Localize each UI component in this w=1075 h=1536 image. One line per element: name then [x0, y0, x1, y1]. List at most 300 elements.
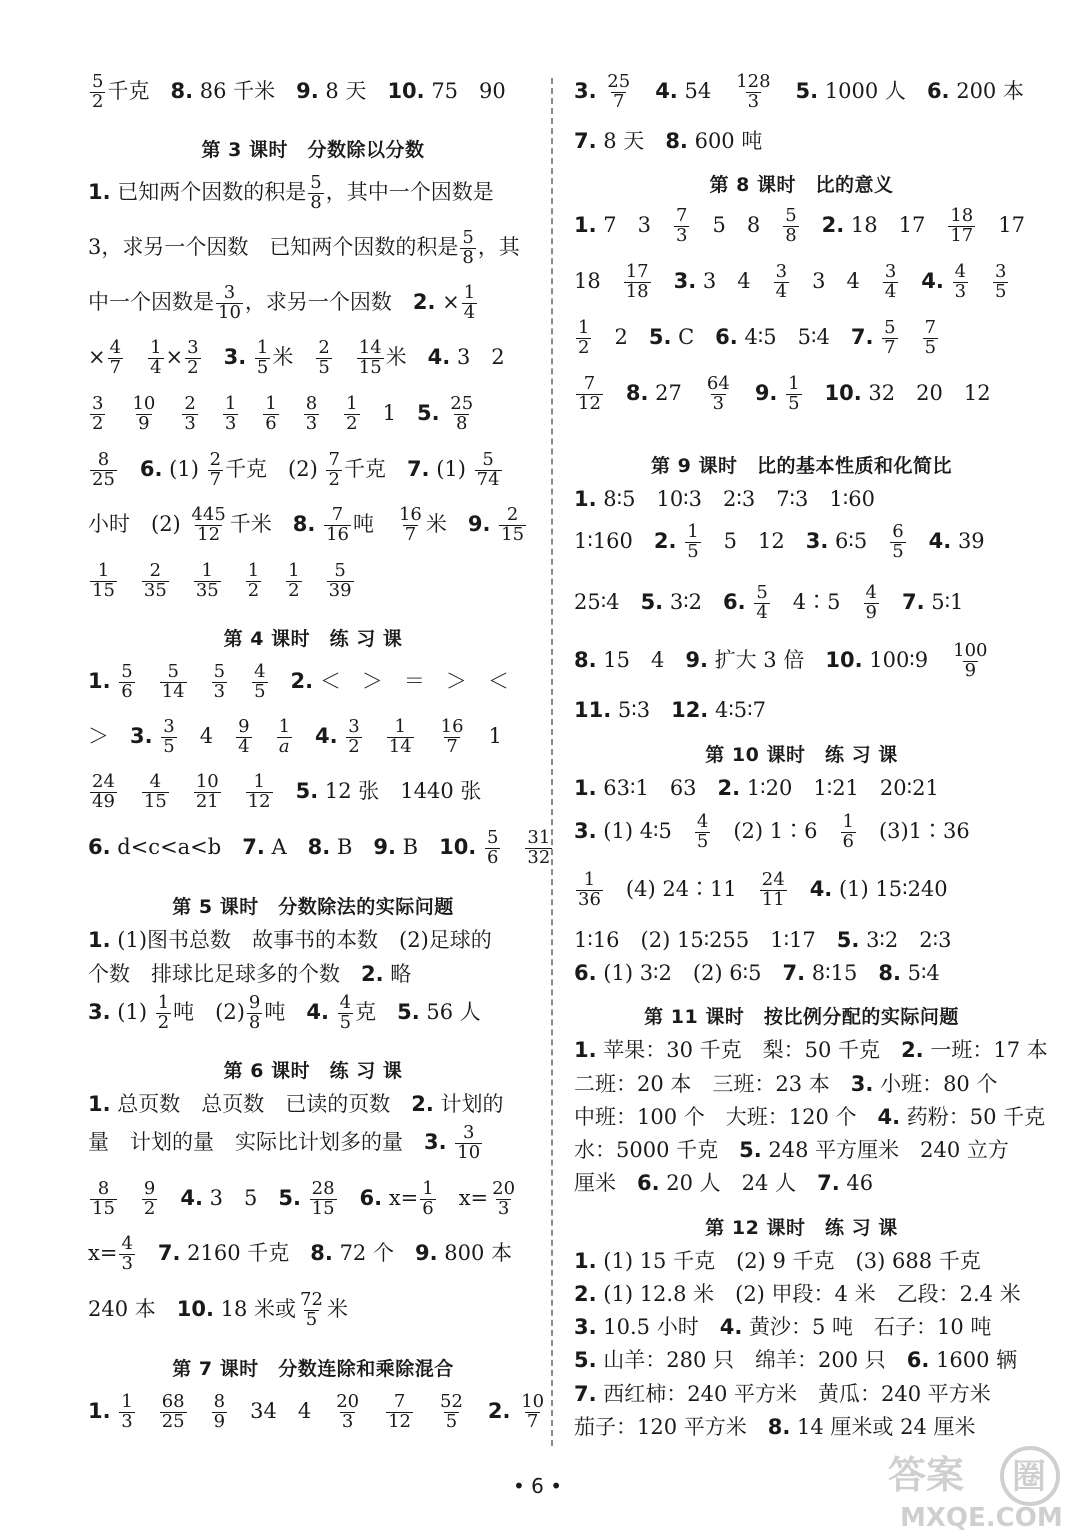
fraction-denominator: 15 — [501, 523, 525, 545]
fraction-denominator: 9 — [964, 659, 977, 681]
answer-text — [203, 345, 224, 369]
question-number: 6. — [926, 78, 950, 103]
fraction-numerator: 10 — [521, 1391, 545, 1412]
answer-text: 14 厘米或 24 厘米 — [790, 1415, 976, 1439]
fraction-denominator: 11 — [761, 888, 785, 910]
answer-line — [574, 375, 991, 414]
question-number: 6. — [637, 1171, 660, 1195]
fraction — [576, 871, 603, 910]
fraction-denominator: 8 — [456, 412, 468, 434]
answer-text — [970, 269, 991, 293]
fraction-numerator: 72 — [300, 1289, 323, 1310]
fraction — [185, 339, 200, 378]
question-number: 4. — [180, 1185, 203, 1210]
answer-text — [281, 401, 302, 425]
answer-text: 46 — [839, 1171, 874, 1195]
fraction-denominator: 5 — [687, 540, 699, 562]
fraction-denominator: 15 — [358, 356, 382, 378]
answer-text — [334, 345, 355, 369]
answer-text: (1) 4∶5 — [596, 818, 693, 843]
fraction-denominator: 5 — [305, 1308, 318, 1330]
answer-text — [119, 568, 140, 592]
fraction-numerator: 1 — [265, 393, 277, 414]
question-number: 10. — [387, 78, 425, 103]
fraction-denominator: 74 — [476, 468, 500, 490]
fraction — [277, 718, 292, 757]
question-number: 1. — [88, 1092, 111, 1116]
answer-text: 扩大 3 倍 — [707, 647, 826, 672]
answer-text: 1 — [467, 723, 502, 748]
fraction-denominator: 8 — [785, 224, 797, 246]
answer-line — [88, 994, 481, 1033]
fraction-numerator: 8 — [305, 393, 318, 414]
answer-line — [88, 718, 502, 757]
fraction — [948, 207, 975, 246]
fraction-denominator: 15 — [92, 579, 115, 601]
answer-text: 5 12 — [702, 528, 806, 553]
fraction-denominator: 2 — [247, 579, 260, 601]
answer-text — [881, 590, 902, 614]
fraction — [397, 506, 424, 545]
answer-text: 8∶5 10∶3 2∶3 7∶3 1∶60 — [596, 487, 875, 511]
fraction — [455, 1124, 482, 1163]
question-number: 2. — [717, 776, 741, 800]
fraction — [490, 1180, 517, 1219]
fraction — [90, 773, 117, 812]
answer-text: 3 4 — [791, 268, 881, 293]
fraction-numerator: 4 — [254, 661, 266, 682]
fraction — [357, 339, 384, 378]
answer-text — [364, 724, 385, 748]
answer-line — [574, 1040, 1048, 1061]
answer-line — [574, 1107, 1045, 1128]
question-number: 6. — [574, 961, 597, 985]
answer-text — [125, 345, 146, 369]
fraction-numerator: 5 — [756, 582, 768, 603]
answer-line — [574, 1350, 1017, 1371]
answer-text: 米 — [425, 511, 468, 536]
question-number: 5. — [295, 778, 319, 803]
answer-text: 黄沙：5 吨 石子：10 吨 — [742, 1315, 992, 1339]
answer-text: 3 4 — [696, 268, 772, 293]
answer-text: × — [435, 289, 460, 314]
answer-line — [574, 73, 1024, 112]
answer-line — [574, 930, 951, 951]
fraction-numerator: 5 — [486, 827, 499, 848]
answer-text: (1) 12.8 米 (2) 甲段：4 米 乙段：2.4 米 — [596, 1282, 1021, 1306]
fraction-numerator: 1 — [788, 373, 800, 394]
fraction-denominator: a — [278, 735, 290, 757]
answer-text — [777, 381, 784, 405]
lesson-heading: 第 3 课时 分数除以分数 — [201, 139, 425, 161]
fraction-denominator: 9 — [213, 1410, 226, 1432]
answer-line — [574, 1173, 873, 1194]
answer-line — [574, 871, 948, 910]
answer-line — [574, 1251, 981, 1272]
fraction — [212, 1393, 227, 1432]
fraction-denominator: 2 — [348, 735, 360, 757]
answer-text: 200 本 — [949, 78, 1024, 103]
fraction-denominator: 3 — [121, 1410, 133, 1432]
fraction-numerator: 5 — [167, 661, 179, 682]
fraction — [674, 207, 689, 246]
fraction-numerator: 9 — [238, 716, 250, 737]
fraction-numerator: 9 — [248, 992, 261, 1013]
fraction-numerator: 8 — [213, 1391, 226, 1412]
question-number: 9. — [467, 511, 491, 536]
fraction-denominator: 4 — [463, 301, 476, 323]
question-number: 8. — [310, 1240, 333, 1265]
question-number: 3. — [223, 344, 247, 369]
fraction-numerator: 1 — [842, 811, 854, 832]
question-number: 6. — [139, 456, 163, 481]
fraction-denominator: 36 — [578, 888, 601, 910]
answer-line — [574, 963, 940, 984]
fraction-numerator: 10 — [195, 771, 219, 792]
fraction-numerator: 31 — [527, 827, 551, 848]
fraction — [841, 813, 856, 852]
answer-line — [574, 263, 1010, 302]
fraction-denominator: 3 — [305, 412, 318, 434]
fraction — [890, 523, 905, 562]
question-number: 7. — [157, 1240, 181, 1265]
fraction — [119, 1235, 134, 1274]
fraction-numerator: 3 — [775, 261, 788, 282]
fraction-denominator: 5 — [924, 336, 937, 358]
fraction-numerator: 1 — [394, 716, 406, 737]
question-number: 3. — [88, 999, 111, 1024]
question-number: 3. — [574, 818, 597, 843]
fraction-numerator: 5 — [785, 205, 797, 226]
fraction — [90, 73, 105, 112]
question-number: 1. — [88, 179, 111, 204]
answer-text: 240 本 — [88, 1296, 177, 1321]
answer-text — [189, 1399, 210, 1423]
question-number: 2. — [574, 1282, 597, 1306]
fraction — [525, 829, 552, 868]
answer-line — [88, 395, 477, 434]
answer-text: 克 — [355, 999, 398, 1024]
fraction-numerator: 1 — [97, 560, 110, 581]
answer-text: 1600 辆 — [929, 1348, 1018, 1372]
answer-text: 72 个 — [332, 1240, 415, 1265]
question-number: 4. — [315, 723, 338, 748]
answer-line — [88, 1124, 484, 1163]
question-number: 6. — [359, 1185, 383, 1210]
answer-text — [275, 779, 296, 803]
fraction — [624, 263, 651, 302]
fraction — [734, 73, 772, 112]
fraction-denominator: 7 — [884, 336, 896, 358]
answer-text — [339, 1186, 360, 1210]
answer-text — [801, 213, 822, 237]
fraction-denominator: 15 — [311, 1197, 335, 1219]
fraction — [386, 1393, 413, 1432]
fraction-numerator: 1 — [422, 1178, 434, 1199]
answer-text: 2 — [593, 324, 649, 349]
answer-line — [88, 663, 509, 702]
fraction-numerator: 16 — [440, 716, 464, 737]
fraction-numerator: 4 — [149, 771, 162, 792]
answer-line — [88, 773, 481, 812]
question-number: 6. — [906, 1348, 930, 1372]
answer-text: 56 人 — [419, 999, 481, 1024]
question-number: 1. — [574, 776, 597, 800]
fraction — [460, 229, 475, 268]
fraction-denominator: 10 — [218, 301, 241, 323]
question-number: 8. — [767, 1415, 791, 1439]
fraction-numerator: 100 — [953, 640, 988, 661]
question-number: 9. — [296, 78, 319, 103]
fraction-denominator: 4 — [775, 280, 788, 302]
answer-text: 8 天 — [318, 78, 388, 103]
fraction-denominator: 14 — [161, 680, 185, 702]
answer-text: 75 90 — [424, 78, 506, 103]
answer-text: 32 20 12 — [861, 380, 991, 405]
fraction-numerator: 1 — [578, 317, 590, 338]
fraction — [576, 319, 591, 358]
fraction-denominator: 8 — [310, 191, 322, 213]
lesson-heading: 第 6 课时 练 习 课 — [223, 1060, 403, 1082]
fraction-numerator: 6 — [892, 521, 904, 542]
answer-line — [574, 131, 762, 152]
answer-line — [88, 829, 554, 868]
fraction-denominator: 25 — [92, 468, 115, 490]
answer-text: 248 平方厘米 240 立方 — [761, 1138, 1009, 1162]
answer-text: 二班：20 本 三班：23 本 — [574, 1072, 851, 1096]
answer-text — [653, 269, 674, 293]
answer-line — [574, 319, 940, 358]
question-number: 2. — [487, 1398, 511, 1423]
question-number: 1. — [574, 212, 597, 237]
fraction — [605, 73, 632, 112]
answer-text — [597, 79, 604, 103]
question-number: 5. — [417, 400, 440, 425]
answer-text: 4 — [178, 723, 235, 748]
fraction-numerator: 24 — [761, 869, 785, 890]
fraction-numerator: 4 — [865, 582, 877, 603]
fraction-numerator: 5 — [462, 227, 474, 248]
fraction-numerator: 1 — [583, 869, 596, 890]
fraction-numerator: 24 — [92, 771, 115, 792]
answer-text — [254, 724, 275, 748]
question-number: 4. — [655, 78, 678, 103]
question-number: 2. — [901, 1038, 924, 1062]
question-number: 3. — [673, 268, 697, 293]
answer-line — [574, 778, 939, 799]
question-number: 5. — [648, 324, 672, 349]
answer-text: 小班：80 个 — [873, 1072, 998, 1096]
answer-text — [677, 529, 684, 553]
answer-text — [789, 877, 810, 901]
answer-text: 8 天 — [596, 129, 666, 153]
question-number: 1. — [88, 928, 111, 952]
answer-text — [229, 669, 250, 693]
answer-text: 总页数 总页数 已读的页数 — [110, 1092, 412, 1116]
answer-text: (1) — [429, 456, 473, 481]
answer-text — [605, 381, 626, 405]
fraction-denominator: 2 — [346, 412, 358, 434]
answer-line — [574, 489, 875, 510]
answer-text: 600 吨 — [687, 129, 763, 153]
fraction-denominator: 16 — [326, 523, 349, 545]
answer-text — [321, 401, 342, 425]
answer-text: 63∶1 63 — [596, 776, 718, 800]
question-number: 4. — [928, 528, 952, 553]
answer-text: 10.5 小时 — [596, 1315, 720, 1339]
answer-text: 略 — [383, 962, 412, 986]
question-number: 11. — [574, 698, 612, 722]
answer-text: 米 — [272, 344, 315, 369]
answer-text — [294, 724, 315, 748]
fraction — [993, 263, 1008, 302]
answer-text: (4) 24∶11 — [604, 876, 758, 901]
question-number: 7. — [817, 1171, 840, 1195]
answer-line — [88, 1180, 519, 1219]
fraction — [142, 562, 169, 601]
fraction-numerator: 3 — [92, 393, 104, 414]
answer-text — [476, 835, 483, 859]
answer-text — [171, 779, 192, 803]
answer-text: (1) 15∶240 — [832, 876, 948, 901]
fraction-numerator: 64 — [706, 373, 730, 394]
answer-line — [574, 642, 992, 681]
answer-text — [270, 669, 291, 693]
fraction — [130, 395, 157, 434]
fraction-denominator: 4 — [238, 735, 250, 757]
watermark-logo — [880, 1442, 1065, 1532]
fraction — [216, 284, 243, 323]
answer-text — [304, 568, 325, 592]
fraction-numerator: 1 — [247, 560, 260, 581]
question-number: 9. — [754, 380, 778, 405]
lesson-heading: 第 8 课时 比的意义 — [709, 174, 894, 196]
fraction-numerator: 1 — [256, 337, 269, 358]
question-number: 4. — [719, 1315, 743, 1339]
answer-text: 吨 — [264, 999, 307, 1024]
fraction — [182, 395, 197, 434]
answer-text — [490, 512, 497, 536]
fraction-numerator: 1 — [150, 337, 162, 358]
answer-line — [88, 451, 504, 490]
question-number: 5. — [836, 928, 860, 952]
fraction — [263, 395, 278, 434]
fraction — [160, 1393, 187, 1432]
answer-text — [329, 1000, 336, 1024]
answer-text — [440, 401, 447, 425]
answer-text — [171, 568, 192, 592]
answer-text: 5 8 — [691, 212, 782, 237]
answer-text: 86 千米 — [193, 78, 297, 103]
answer-text: 12 张 1440 张 — [318, 778, 482, 803]
fraction-denominator: 5 — [696, 830, 709, 852]
lesson-heading: 第 4 课时 练 习 课 — [223, 628, 403, 650]
answer-text: (3)1∶36 — [857, 818, 970, 843]
answer-text: 药粉：50 千克 — [900, 1105, 1046, 1129]
question-number: 4. — [306, 999, 329, 1024]
answer-text — [159, 1186, 180, 1210]
question-number: 10. — [824, 380, 862, 405]
answer-text: 39 — [951, 528, 985, 553]
answer-text — [467, 1399, 488, 1423]
answer-line — [574, 1317, 991, 1338]
fraction-denominator: 3 — [341, 1410, 354, 1432]
fraction-numerator: 2 — [149, 560, 162, 581]
fraction — [475, 451, 502, 490]
fraction — [160, 663, 187, 702]
question-number: 12. — [671, 698, 709, 722]
fraction — [119, 663, 134, 702]
fraction-denominator: 12 — [388, 1410, 411, 1432]
fraction-numerator: 25 — [450, 393, 474, 414]
fraction — [286, 562, 301, 601]
fraction-denominator: 6 — [842, 830, 854, 852]
answer-text: 米 — [326, 1296, 348, 1321]
question-number: 4. — [809, 876, 833, 901]
fraction — [108, 339, 123, 378]
answer-line — [88, 506, 528, 545]
fraction-numerator: 7 — [331, 504, 344, 525]
fraction — [420, 1180, 435, 1219]
answer-text: ，求另一个因数 — [244, 289, 413, 314]
answer-text: 中班：100 个 大班：120 个 — [574, 1105, 878, 1129]
fraction-numerator: 14 — [358, 337, 382, 358]
question-number: 8. — [307, 834, 331, 859]
fraction — [326, 451, 341, 490]
answer-text: 千米 — [229, 511, 293, 536]
answer-text — [908, 529, 929, 553]
answer-text: x= — [437, 1185, 489, 1210]
answer-text — [775, 79, 796, 103]
fraction — [760, 871, 787, 910]
answer-text: 1 — [361, 400, 417, 425]
fraction-denominator: 3 — [213, 680, 226, 702]
answer-text: ，其中一个因数是 — [325, 179, 494, 204]
answer-text: 8∶15 — [805, 961, 879, 985]
question-number: 7. — [850, 324, 874, 349]
fraction-numerator: 3 — [348, 716, 360, 737]
answer-line — [88, 562, 356, 601]
fraction-numerator: 28 — [311, 1178, 335, 1199]
fraction-denominator: 25 — [161, 1410, 185, 1432]
fraction — [119, 1393, 134, 1432]
answer-text: 4∶5∶7 — [708, 698, 766, 722]
fraction — [142, 773, 169, 812]
answer-text — [223, 568, 244, 592]
answer-text: d<c<a<b — [110, 834, 243, 859]
question-number: 5. — [795, 78, 819, 103]
fraction — [334, 1393, 361, 1432]
fraction-numerator: 5 — [482, 449, 494, 470]
fraction-numerator: 5 — [121, 661, 133, 682]
fraction-numerator: 1 — [288, 560, 300, 581]
fraction — [462, 284, 477, 323]
answer-text — [223, 779, 244, 803]
fraction — [883, 263, 898, 302]
fraction-numerator: 4 — [696, 811, 709, 832]
fraction-numerator: 2 — [318, 337, 330, 358]
question-number: 2. — [290, 668, 314, 693]
fraction — [439, 718, 466, 757]
fraction-denominator: 6 — [121, 680, 133, 702]
fraction — [189, 506, 227, 545]
question-number: 8. — [625, 380, 649, 405]
fraction — [705, 375, 732, 414]
answer-text: 计划的 — [433, 1092, 504, 1116]
fraction — [208, 451, 223, 490]
question-number: 4. — [877, 1105, 901, 1129]
fraction-numerator: 9 — [143, 1178, 156, 1199]
